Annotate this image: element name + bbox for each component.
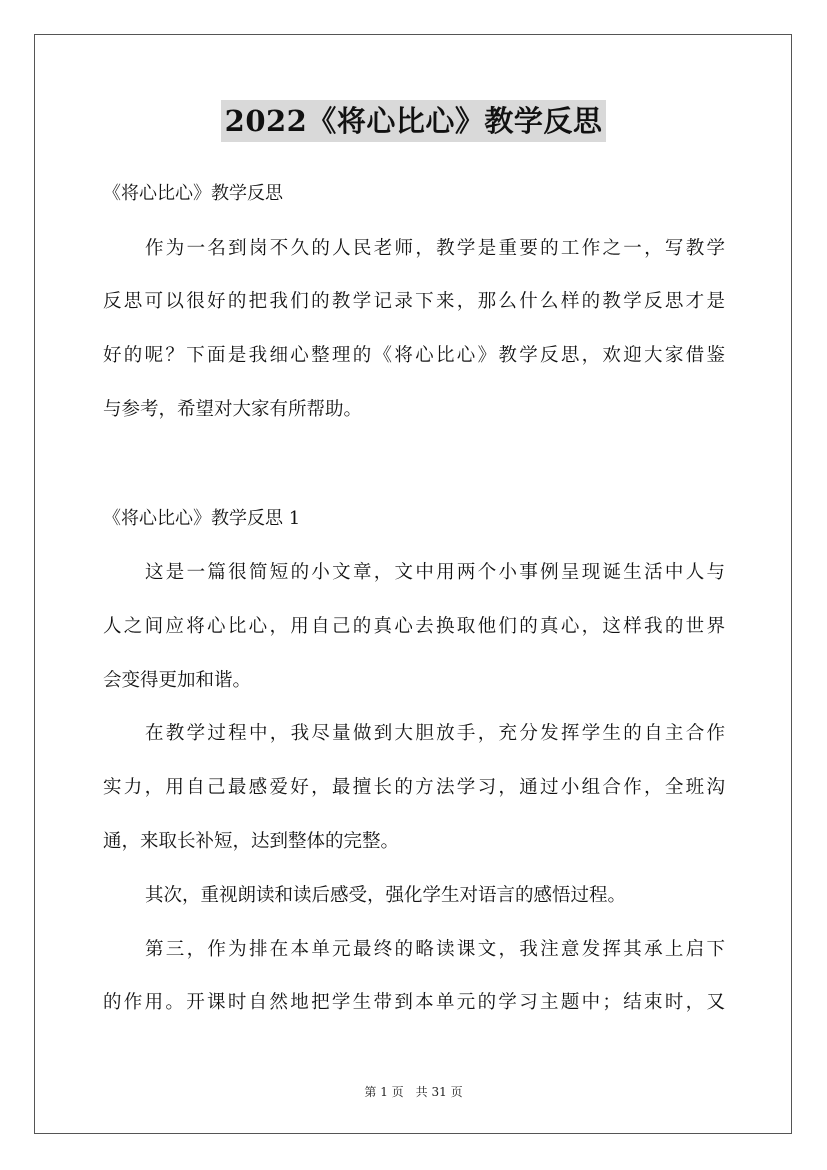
intro-heading: 《将心比心》教学反思 [103,183,283,204]
document-title: 2022《将心比心》教学反思 [221,100,607,142]
p3-line-1: 其次，重视朗读和读后感受，强化学生对语言的感悟过程。 [145,885,627,906]
title-container [0,100,827,142]
page-footer: 第 1 页 共 31 页 [364,1085,463,1099]
p1-line-2: 人之间应将心比心，用自己的真心去换取他们的真心，这样我的世界 [103,616,725,637]
p4-line-2: 的作用。开课时自然地把学生带到本单元的学习主题中；结束时，又 [103,992,725,1013]
p2-line-2: 实力，用自己最感爱好，最擅长的方法学习，通过小组合作，全班沟 [103,777,725,798]
intro-line-1: 作为一名到岗不久的人民老师，教学是重要的工作之一，写教学 [145,238,725,259]
p2-line-1: 在教学过程中，我尽量做到大胆放手，充分发挥学生的自主合作 [145,723,725,744]
p1-line-3: 会变得更加和谐。 [103,670,252,691]
p1-line-1: 这是一篇很简短的小文章，文中用两个小事例呈现诞生活中人与 [145,562,725,583]
intro-line-4: 与参考，希望对大家有所帮助。 [103,399,363,420]
p4-line-1: 第三，作为排在本单元最终的略读课文，我注意发挥其承上启下 [145,939,725,960]
p2-line-3: 通，来取长补短，达到整体的完整。 [103,831,400,852]
intro-line-3: 好的呢？下面是我细心整理的《将心比心》教学反思，欢迎大家借鉴 [103,345,725,366]
intro-line-2: 反思可以很好的把我们的教学记录下来，那么什么样的教学反思才是 [103,291,725,312]
section1-heading: 《将心比心》教学反思 1 [103,508,301,529]
